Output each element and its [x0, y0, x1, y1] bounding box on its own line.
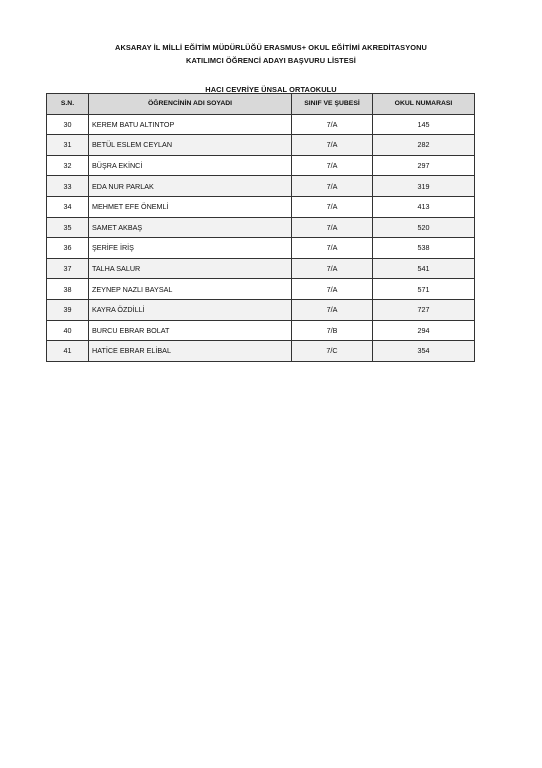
table-row [47, 155, 475, 176]
row-sn: 30 [47, 114, 89, 135]
row-class: 7/A [292, 155, 373, 176]
row-school-number: 319 [373, 176, 475, 197]
row-sn: 37 [47, 258, 89, 279]
column-header-sn: S.N. [47, 94, 89, 115]
row-class: 7/A [292, 135, 373, 156]
row-school-number: 297 [373, 155, 475, 176]
row-sn: 31 [47, 135, 89, 156]
row-student-name: MEHMET EFE ÖNEMLİ [89, 196, 292, 217]
row-sn: 34 [47, 196, 89, 217]
table-row [47, 279, 475, 300]
table-row [47, 217, 475, 238]
applicant-table [46, 93, 475, 362]
row-student-name: KEREM BATU ALTINTOP [89, 114, 292, 135]
school-name: HACI CEVRİYE ÜNSAL ORTAOKULU [205, 85, 337, 94]
row-class: 7/A [292, 299, 373, 320]
row-student-name: EDA NUR PARLAK [89, 176, 292, 197]
table-row [47, 299, 475, 320]
table-row [47, 114, 475, 135]
table-row [47, 341, 475, 362]
row-student-name: BÜŞRA EKİNCİ [89, 155, 292, 176]
row-class: 7/B [292, 320, 373, 341]
row-student-name: SAMET AKBAŞ [89, 217, 292, 238]
row-student-name: BURCU EBRAR BOLAT [89, 320, 292, 341]
row-student-name: ŞERİFE İRİŞ [89, 238, 292, 259]
row-school-number: 541 [373, 258, 475, 279]
row-class: 7/A [292, 258, 373, 279]
column-header-name: ÖĞRENCİNİN ADI SOYADI [89, 94, 292, 115]
row-school-number: 413 [373, 196, 475, 217]
row-student-name: KAYRA ÖZDİLLİ [89, 299, 292, 320]
row-student-name: TALHA SALUR [89, 258, 292, 279]
row-sn: 33 [47, 176, 89, 197]
row-school-number: 354 [373, 341, 475, 362]
table-row [47, 135, 475, 156]
table-row [47, 258, 475, 279]
row-school-number: 294 [373, 320, 475, 341]
table-row [47, 176, 475, 197]
row-class: 7/A [292, 279, 373, 300]
table-header-row [47, 94, 475, 115]
row-school-number: 145 [373, 114, 475, 135]
row-school-number: 520 [373, 217, 475, 238]
row-sn: 38 [47, 279, 89, 300]
row-school-number: 538 [373, 238, 475, 259]
row-class: 7/A [292, 217, 373, 238]
table-body [47, 114, 475, 361]
row-sn: 35 [47, 217, 89, 238]
row-school-number: 282 [373, 135, 475, 156]
document-title: AKSARAY İL MİLLİ EĞİTİM MÜDÜRLÜĞÜ ERASMUS+ OKUL EĞİTİMİ AKREDİTASYONU [115, 43, 427, 52]
column-header-number: OKUL NUMARASI [373, 94, 475, 115]
row-sn: 39 [47, 299, 89, 320]
row-class: 7/C [292, 341, 373, 362]
table-row [47, 196, 475, 217]
column-header-class: SINIF VE ŞUBESİ [292, 94, 373, 115]
row-student-name: ZEYNEP NAZLI BAYSAL [89, 279, 292, 300]
row-class: 7/A [292, 176, 373, 197]
row-student-name: BETÜL ESLEM CEYLAN [89, 135, 292, 156]
row-school-number: 727 [373, 299, 475, 320]
row-sn: 41 [47, 341, 89, 362]
row-sn: 40 [47, 320, 89, 341]
row-class: 7/A [292, 238, 373, 259]
row-school-number: 571 [373, 279, 475, 300]
row-sn: 32 [47, 155, 89, 176]
row-class: 7/A [292, 196, 373, 217]
row-class: 7/A [292, 114, 373, 135]
document-subtitle: KATILIMCI ÖĞRENCİ ADAYI BAŞVURU LİSTESİ [186, 56, 356, 65]
row-sn: 36 [47, 238, 89, 259]
table-row [47, 238, 475, 259]
row-student-name: HATİCE EBRAR ELİBAL [89, 341, 292, 362]
table-row [47, 320, 475, 341]
